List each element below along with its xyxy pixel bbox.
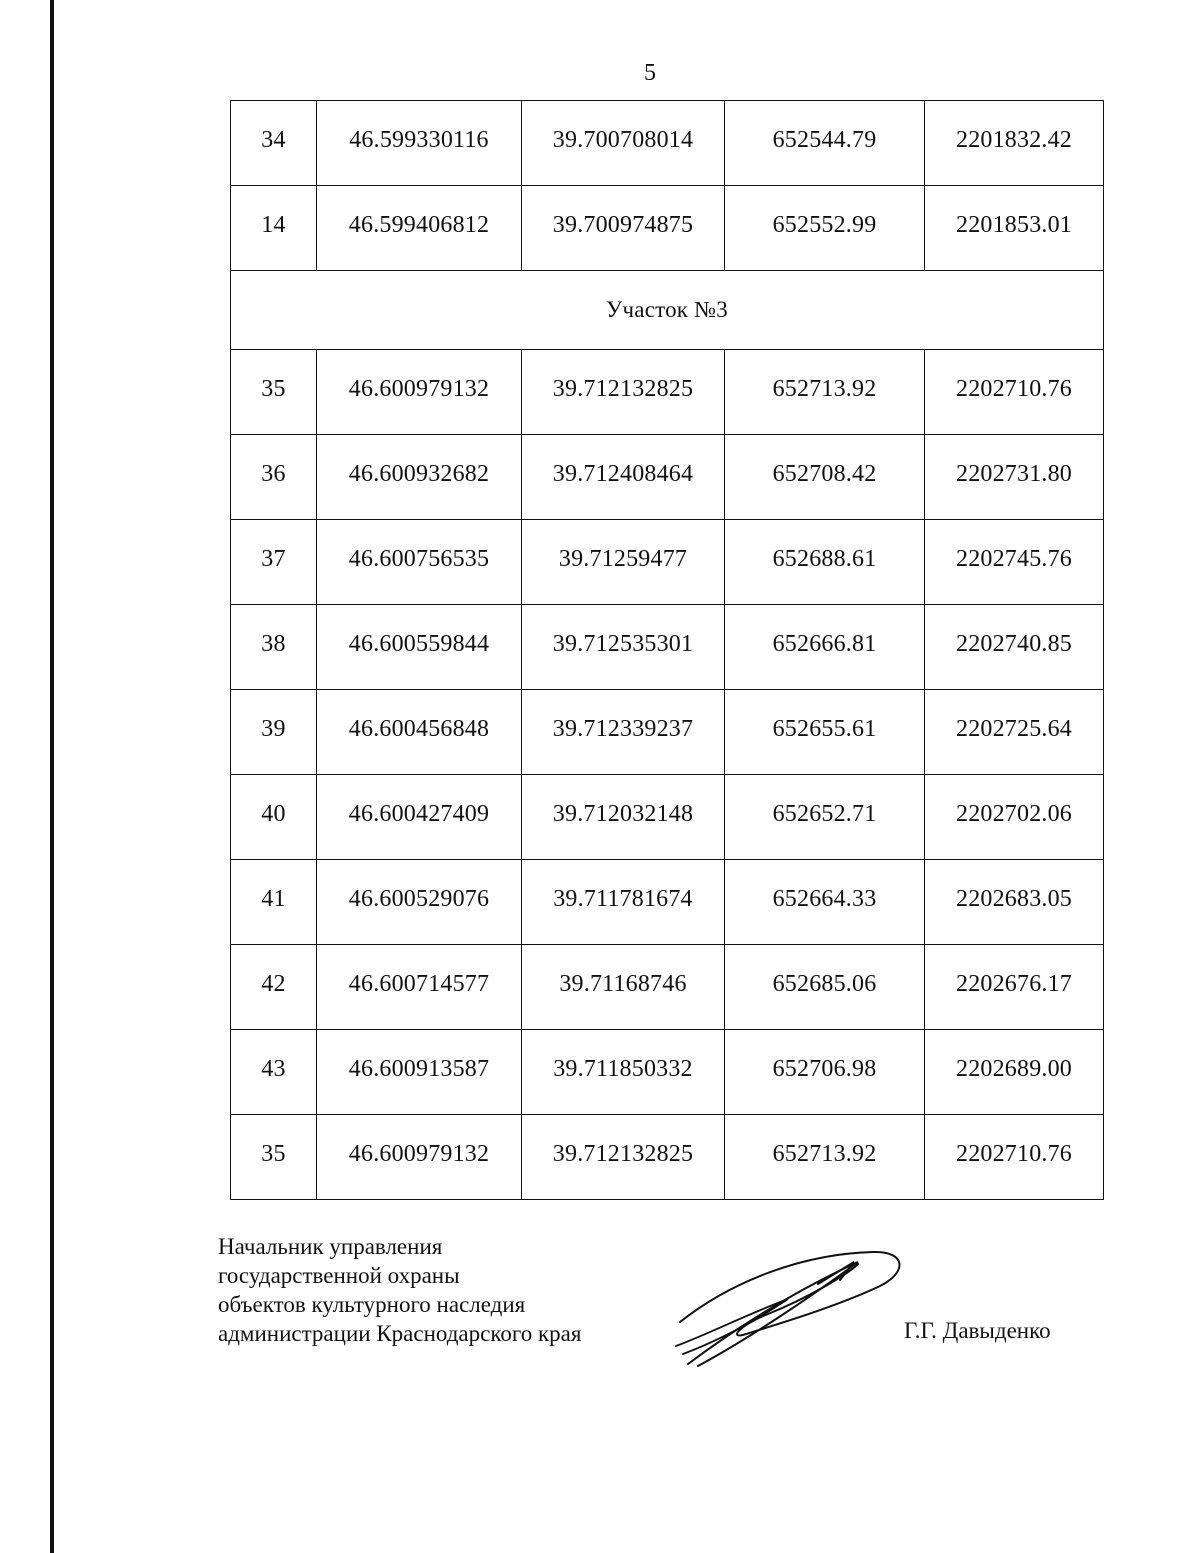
section-title: Участок №3 (231, 271, 1104, 350)
y-coordinate-cell: 2202725.64 (925, 690, 1104, 775)
y-coordinate-cell: 2202683.05 (925, 860, 1104, 945)
latitude-cell: 46.600979132 (317, 1115, 522, 1200)
longitude-cell: 39.712339237 (522, 690, 725, 775)
y-coordinate-cell: 2202676.17 (925, 945, 1104, 1030)
signatory-title-line: Начальник управления (218, 1234, 443, 1259)
x-coordinate-cell: 652552.99 (725, 186, 925, 271)
latitude-cell: 46.600714577 (317, 945, 522, 1030)
latitude-cell: 46.599406812 (317, 186, 522, 271)
y-coordinate-cell: 2202710.76 (925, 1115, 1104, 1200)
x-coordinate-cell: 652664.33 (725, 860, 925, 945)
table-row (231, 775, 1104, 860)
point-number-cell: 34 (231, 101, 317, 186)
y-coordinate-cell: 2202745.76 (925, 520, 1104, 605)
table-row (231, 520, 1104, 605)
longitude-cell: 39.712408464 (522, 435, 725, 520)
y-coordinate-cell: 2202731.80 (925, 435, 1104, 520)
latitude-cell: 46.600979132 (317, 350, 522, 435)
y-coordinate-cell: 2202689.00 (925, 1030, 1104, 1115)
table-row (231, 1030, 1104, 1115)
latitude-cell: 46.600456848 (317, 690, 522, 775)
longitude-cell: 39.711781674 (522, 860, 725, 945)
x-coordinate-cell: 652685.06 (725, 945, 925, 1030)
signatory-title-line: объектов культурного наследия (218, 1292, 526, 1317)
x-coordinate-cell: 652666.81 (725, 605, 925, 690)
table-row (231, 1115, 1104, 1200)
signatory-title-line: государственной охраны (218, 1263, 460, 1288)
x-coordinate-cell: 652544.79 (725, 101, 925, 186)
x-coordinate-cell: 652713.92 (725, 1115, 925, 1200)
point-number-cell: 37 (231, 520, 317, 605)
page-number: 5 (644, 60, 656, 86)
table-row (231, 605, 1104, 690)
longitude-cell: 39.700708014 (522, 101, 725, 186)
table-row (231, 690, 1104, 775)
table-row (231, 101, 1104, 186)
longitude-cell: 39.712032148 (522, 775, 725, 860)
point-number-cell: 14 (231, 186, 317, 271)
point-number-cell: 39 (231, 690, 317, 775)
y-coordinate-cell: 2201832.42 (925, 101, 1104, 186)
point-number-cell: 41 (231, 860, 317, 945)
y-coordinate-cell: 2202740.85 (925, 605, 1104, 690)
longitude-cell: 39.711850332 (522, 1030, 725, 1115)
latitude-cell: 46.600756535 (317, 520, 522, 605)
x-coordinate-cell: 652655.61 (725, 690, 925, 775)
longitude-cell: 39.71168746 (522, 945, 725, 1030)
latitude-cell: 46.600932682 (317, 435, 522, 520)
table-row (231, 435, 1104, 520)
handwritten-signature (668, 1244, 908, 1374)
signatory-name: Г.Г. Давыденко (904, 1318, 1051, 1343)
point-number-cell: 40 (231, 775, 317, 860)
longitude-cell: 39.71259477 (522, 520, 725, 605)
scan-edge-line (50, 0, 54, 1553)
table-row (231, 860, 1104, 945)
latitude-cell: 46.600559844 (317, 605, 522, 690)
point-number-cell: 36 (231, 435, 317, 520)
section-row (231, 271, 1104, 350)
latitude-cell: 46.600529076 (317, 860, 522, 945)
table-row (231, 186, 1104, 271)
longitude-cell: 39.712132825 (522, 1115, 725, 1200)
table-row (231, 350, 1104, 435)
x-coordinate-cell: 652688.61 (725, 520, 925, 605)
y-coordinate-cell: 2202702.06 (925, 775, 1104, 860)
latitude-cell: 46.600427409 (317, 775, 522, 860)
longitude-cell: 39.712132825 (522, 350, 725, 435)
x-coordinate-cell: 652652.71 (725, 775, 925, 860)
latitude-cell: 46.599330116 (317, 101, 522, 186)
table-row (231, 945, 1104, 1030)
point-number-cell: 38 (231, 605, 317, 690)
latitude-cell: 46.600913587 (317, 1030, 522, 1115)
y-coordinate-cell: 2201853.01 (925, 186, 1104, 271)
signatory-title-line: администрации Краснодарского края (218, 1321, 582, 1346)
x-coordinate-cell: 652713.92 (725, 350, 925, 435)
longitude-cell: 39.700974875 (522, 186, 725, 271)
longitude-cell: 39.712535301 (522, 605, 725, 690)
x-coordinate-cell: 652708.42 (725, 435, 925, 520)
x-coordinate-cell: 652706.98 (725, 1030, 925, 1115)
point-number-cell: 35 (231, 1115, 317, 1200)
point-number-cell: 35 (231, 350, 317, 435)
coordinates-table (230, 100, 1104, 1200)
signatory-title (218, 1232, 581, 1348)
point-number-cell: 42 (231, 945, 317, 1030)
point-number-cell: 43 (231, 1030, 317, 1115)
y-coordinate-cell: 2202710.76 (925, 350, 1104, 435)
